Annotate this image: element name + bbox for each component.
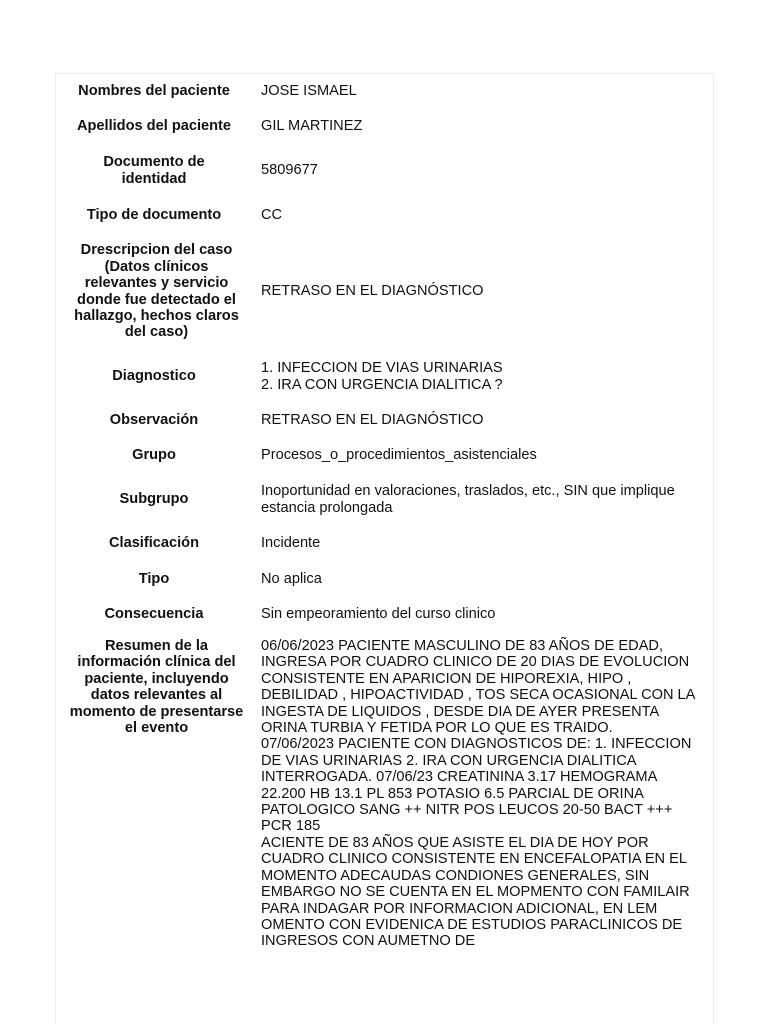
row-documento [56,144,713,197]
field-value: 5809677 [261,162,318,179]
field-label: Apellidos del paciente [76,118,232,135]
field-label: Consecuencia [104,606,204,623]
patient-record-card [55,73,714,1024]
field-value [252,632,713,950]
row-tipo-documento [56,197,713,233]
field-value: JOSE ISMAEL [261,83,357,100]
row-nombres [56,74,713,109]
row-clasificacion [56,525,713,561]
diagnostico-line-2: 2. IRA CON URGENCIA DIALITICA ? [261,376,503,393]
field-value: Sin empeoramiento del curso clinico [261,606,496,623]
row-subgrupo [56,474,713,525]
field-value: RETRASO EN EL DIAGNÓSTICO [261,411,484,428]
field-value [252,350,713,403]
field-value: GIL MARTINEZ [261,118,363,135]
row-diagnostico [56,350,713,403]
diagnostico-line-1: 1. INFECCION DE VIAS URINARIAS [261,360,503,377]
row-tipo [56,561,713,597]
field-value: Incidente [261,534,321,551]
field-label: Tipo [138,570,170,587]
field-value: Procesos_o_procedimientos_asistenciales [261,447,537,464]
field-label: Documento de identidad [103,154,205,187]
patient-record-table [56,74,713,950]
row-observacion [56,403,713,437]
field-label: Drescripcion del caso (Datos clínicos relevantes y servicio donde fue detectado el hallazgo, hechos claros del caso) [74,242,239,341]
field-value: Inoportunidad en valoraciones, traslados, etc., SIN que implique estancia prolongada [261,483,675,516]
field-label: Observación [109,411,199,428]
field-label: Diagnostico [112,368,196,385]
field-label: Nombres del paciente [78,83,230,100]
field-label: Grupo [132,447,176,464]
row-grupo [56,437,713,474]
field-label: Clasificación [108,534,200,551]
summary-paragraph: ACIENTE DE 83 AÑOS QUE ASISTE EL DIA DE HOY POR CUADRO CLINICO CONSISTENTE EN ENCEFALOPATIA EN EL MOMENTO ADECAUDAS CONDIONES GENERALES, SIN EMBARGO NO SE CUENTA EN EL MOPMENTO CON FAMILAIR PARA INDAGAR POR INFORMACION ADICIONAL, EN LEM OMENTO CON EVIDENICA DE ESTUDIOS PARACLINICOS DE INGRESOS CON AUMETNO DE [261,834,690,950]
row-consecuencia [56,597,713,632]
field-value: RETRASO EN EL DIAGNÓSTICO [261,283,484,300]
field-value: No aplica [261,570,322,587]
field-label: Resumen de la información clínica del paciente, incluyendo datos relevantes al momento de presentarse el evento [69,638,244,737]
field-label: Tipo de documento [86,206,222,223]
row-apellidos [56,109,713,144]
summary-paragraph: 06/06/2023 PACIENTE MASCULINO DE 83 AÑOS DE EDAD, INGRESA POR CUADRO CLINICO DE 20 DIAS DE EVOLUCION CONSISTENTE EN APARICION DE HIPOREXIA, HIPO , DEBILIDAD , HIPOACTIVIDAD , TOS SECA OCASIONAL CON LA INGESTA DE LIQUIDOS , DESDE DIA DE AYER PRESENTA ORINA TURBIA Y FETIDA POR LO QUE ES TRAIDO. [261,638,695,737]
field-value: CC [261,206,283,223]
field-label: Subgrupo [119,491,189,508]
row-descripcion [56,233,713,350]
summary-paragraph: 07/06/2023 PACIENTE CON DIAGNOSTICOS DE: 1. INFECCION DE VIAS URINARIAS 2. IRA CON URGENCIA DIALITICA INTERROGADA. 07/06/23 CREATININA 3.17 HEMOGRAMA 22.200 HB 13.1 PL 853 POTASIO 6.5 PARCIAL DE ORINA PATOLOGICO SANG ++ NITR POS LEUCOS 20-50 BACT +++ PCR 185 [261,736,692,835]
row-resumen [56,632,713,950]
